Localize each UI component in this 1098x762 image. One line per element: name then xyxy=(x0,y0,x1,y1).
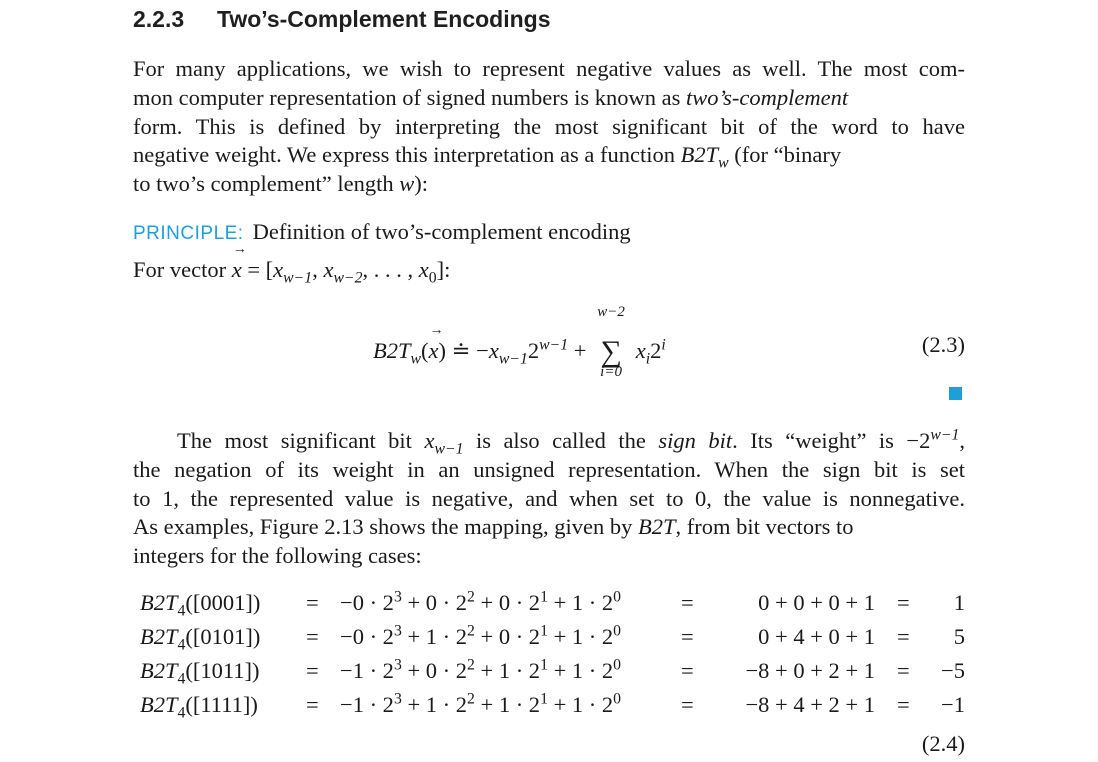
equation-number: (2.3) xyxy=(921,332,965,357)
term-text: + 1 · 2 xyxy=(547,624,614,649)
term-exponent: 1 xyxy=(540,622,548,640)
term-exponent: 2 xyxy=(467,656,475,674)
term-exponent: 3 xyxy=(393,656,402,674)
term-exponent: 1 xyxy=(540,690,548,708)
function-name: B2T xyxy=(140,692,178,717)
plus-operator: + xyxy=(568,338,593,363)
intro-line xyxy=(133,141,965,170)
function-subscript: 4 xyxy=(177,636,186,654)
function-name: B2T xyxy=(637,514,676,540)
term-exponent: 2 xyxy=(467,690,475,708)
function-name: B2T xyxy=(140,590,178,615)
partial-sum: −8 + 0 + 2 + 1 xyxy=(745,658,875,683)
vector-text: ]: xyxy=(436,257,451,282)
partial-sum: −8 + 4 + 2 + 1 xyxy=(745,692,875,717)
power-exponent: i xyxy=(661,336,666,354)
paragraph-text: The most significant bit xyxy=(177,428,425,453)
term-exponent: 0 xyxy=(613,656,621,674)
term-exponent: 0 xyxy=(613,622,621,640)
equals-sign: = xyxy=(681,692,694,717)
intro-text: negative weight. We express this interpretation as a function xyxy=(133,142,681,168)
summation xyxy=(592,304,630,380)
section-number: 2.2.3 xyxy=(133,6,185,32)
term-exponent: 3 xyxy=(393,690,402,708)
example-result: −1 xyxy=(941,692,965,717)
term-text: + 1 · 2 xyxy=(401,624,467,649)
power-exponent: w−1 xyxy=(539,336,569,354)
equals-sign: = xyxy=(681,624,694,649)
equals-sign: = xyxy=(306,590,319,615)
weighted-expansion xyxy=(340,692,621,718)
weighted-expansion xyxy=(340,658,621,684)
term-text: + 1 · 2 xyxy=(401,692,467,717)
intro-line xyxy=(133,170,965,199)
section-heading xyxy=(133,6,551,33)
equation-2-3 xyxy=(373,304,666,380)
term-exponent: 1 xyxy=(540,588,548,606)
term-sign-bit: sign bit xyxy=(658,428,733,453)
equals-sign: = xyxy=(681,590,694,615)
vector-element: x xyxy=(273,257,284,282)
term-text: + 0 · 2 xyxy=(474,590,541,615)
intro-text: mon computer representation of signed numbers is known as xyxy=(133,84,687,110)
example-result: 1 xyxy=(953,590,965,615)
principle-end-marker-icon xyxy=(949,387,962,400)
vector-subscript: 0 xyxy=(428,269,437,287)
partial-sum: 0 + 4 + 0 + 1 xyxy=(758,624,875,649)
term-exponent: 0 xyxy=(613,690,621,708)
function-subscript: w xyxy=(718,154,729,172)
vector-text: = [ xyxy=(241,257,274,282)
term-text: −1 · 2 xyxy=(340,658,394,683)
length-variable: w xyxy=(399,171,415,197)
function-name: B2T xyxy=(140,624,178,649)
vector-x xyxy=(231,242,247,283)
term-twos-complement: two’s-complement xyxy=(686,84,849,110)
paragraph-line: to 1, the represented value is negative, and when set to 0, the value is nonnegative. xyxy=(133,485,965,511)
principle-label: PRINCIPLE: xyxy=(133,223,244,244)
term-exponent: 3 xyxy=(393,588,402,606)
vector-element: x xyxy=(418,257,429,282)
function-name: B2T xyxy=(140,658,178,683)
weighted-expansion xyxy=(340,624,621,650)
bit-vector: ([0001]) xyxy=(185,590,261,615)
equals-sign: = xyxy=(306,658,319,683)
example-row xyxy=(140,658,965,692)
section-title: Two’s-Complement Encodings xyxy=(217,6,551,32)
term-text: + 1 · 2 xyxy=(474,692,541,717)
example-result: 5 xyxy=(953,624,965,649)
paragraph-line: integers for the following cases: xyxy=(133,543,422,569)
equals-sign: = xyxy=(306,624,319,649)
equals-sign: = xyxy=(897,658,910,683)
equals-sign: = xyxy=(681,658,694,683)
vector-text: For vector xyxy=(133,257,232,282)
sum-upper-limit: w−2 xyxy=(597,304,625,320)
example-equations xyxy=(140,590,965,726)
equals-sign: = xyxy=(897,692,910,717)
example-lhs xyxy=(140,658,260,688)
msb-variable: x xyxy=(488,338,499,363)
power-base: 2 xyxy=(527,338,540,363)
equals-sign: = xyxy=(306,692,319,717)
paragraph-text: , xyxy=(959,428,965,453)
vector-definition xyxy=(133,242,451,287)
paragraph-text: is also called the xyxy=(463,428,659,453)
function-subscript: 4 xyxy=(177,670,186,688)
principle-text: Definition of two’s-complement encoding xyxy=(252,219,631,244)
msb-variable: x xyxy=(424,428,435,453)
vector-subscript: w−2 xyxy=(333,269,363,287)
bit-vector: ([1111]) xyxy=(185,692,258,717)
example-result: −5 xyxy=(941,658,965,683)
definition-operator: ≐ − xyxy=(446,338,489,363)
bit-vector: ([1011]) xyxy=(185,658,260,683)
term-text: −0 · 2 xyxy=(340,590,394,615)
paren: ( xyxy=(421,338,429,363)
paragraph-line xyxy=(133,427,965,456)
vector-symbol: x xyxy=(428,338,439,363)
term-exponent: 1 xyxy=(540,656,548,674)
vector-arrow-icon: → xyxy=(429,323,444,338)
term-exponent: 2 xyxy=(467,588,475,606)
term-exponent: 2 xyxy=(467,622,475,640)
vector-text: , xyxy=(312,257,324,282)
sigma-icon: ∑ xyxy=(600,335,622,368)
vector-element: x xyxy=(323,257,334,282)
term-text: + 0 · 2 xyxy=(474,624,541,649)
sign-bit-paragraph xyxy=(133,427,965,571)
term-exponent: 0 xyxy=(613,588,621,606)
book-page xyxy=(133,0,965,762)
bit-subscript: i xyxy=(645,350,651,368)
function-subscript: 4 xyxy=(177,602,186,620)
example-row xyxy=(140,692,965,726)
vector-arrow-icon: → xyxy=(232,242,247,257)
weight-exponent: w−1 xyxy=(930,426,960,444)
paragraph-text: As examples, Figure 2.13 shows the mapping, given by xyxy=(133,514,638,540)
weighted-expansion xyxy=(340,590,621,616)
principle-statement xyxy=(133,219,631,245)
bit-vector: ([0101]) xyxy=(185,624,261,649)
paragraph-text: , from bit vectors to xyxy=(675,514,854,540)
partial-sum: 0 + 0 + 0 + 1 xyxy=(758,590,875,615)
function-subscript: w xyxy=(410,350,422,368)
vector-subscript: w−1 xyxy=(283,269,313,287)
paragraph-text: . Its “weight” is −2 xyxy=(732,428,931,453)
intro-text: ): xyxy=(414,171,428,197)
intro-text: (for “binary xyxy=(728,142,842,168)
example-lhs xyxy=(140,590,261,620)
vector-symbol: x xyxy=(231,257,242,282)
term-text: + 1 · 2 xyxy=(547,590,614,615)
paren: ) xyxy=(438,338,447,363)
term-text: −1 · 2 xyxy=(340,692,394,717)
power-base: 2 xyxy=(650,338,662,363)
intro-line: For many applications, we wish to represent negative values as well. The most com- xyxy=(133,56,965,81)
intro-line xyxy=(133,84,965,113)
term-text: + 1 · 2 xyxy=(474,658,541,683)
function-name: B2T xyxy=(373,338,411,363)
term-text: + 1 · 2 xyxy=(547,658,614,683)
example-lhs xyxy=(140,624,261,654)
term-text: + 0 · 2 xyxy=(401,658,467,683)
example-lhs xyxy=(140,692,258,722)
equals-sign: = xyxy=(897,590,910,615)
msb-subscript: w−1 xyxy=(498,350,528,368)
example-row xyxy=(140,590,965,624)
term-exponent: 3 xyxy=(393,622,402,640)
function-name: B2T xyxy=(680,142,719,168)
vector-x xyxy=(428,323,444,364)
equation-number: (2.4) xyxy=(921,731,965,756)
paragraph-line: the negation of its weight in an unsigned representation. When the sign bit is set xyxy=(133,456,965,482)
bit-variable: x xyxy=(635,338,646,363)
function-subscript: 4 xyxy=(177,704,186,722)
msb-subscript: w−1 xyxy=(434,440,464,458)
intro-line: form. This is defined by interpreting the most significant bit of the word to have xyxy=(133,113,965,139)
term-text: + 0 · 2 xyxy=(401,590,467,615)
intro-text: to two’s complement” length xyxy=(133,171,400,197)
term-text: + 1 · 2 xyxy=(547,692,614,717)
vector-text: , . . . , xyxy=(362,257,419,282)
paragraph-line xyxy=(133,513,965,542)
intro-paragraph xyxy=(133,55,965,199)
sum-lower-limit: i=0 xyxy=(600,364,622,380)
term-text: −0 · 2 xyxy=(340,624,394,649)
equals-sign: = xyxy=(897,624,910,649)
example-row xyxy=(140,624,965,658)
